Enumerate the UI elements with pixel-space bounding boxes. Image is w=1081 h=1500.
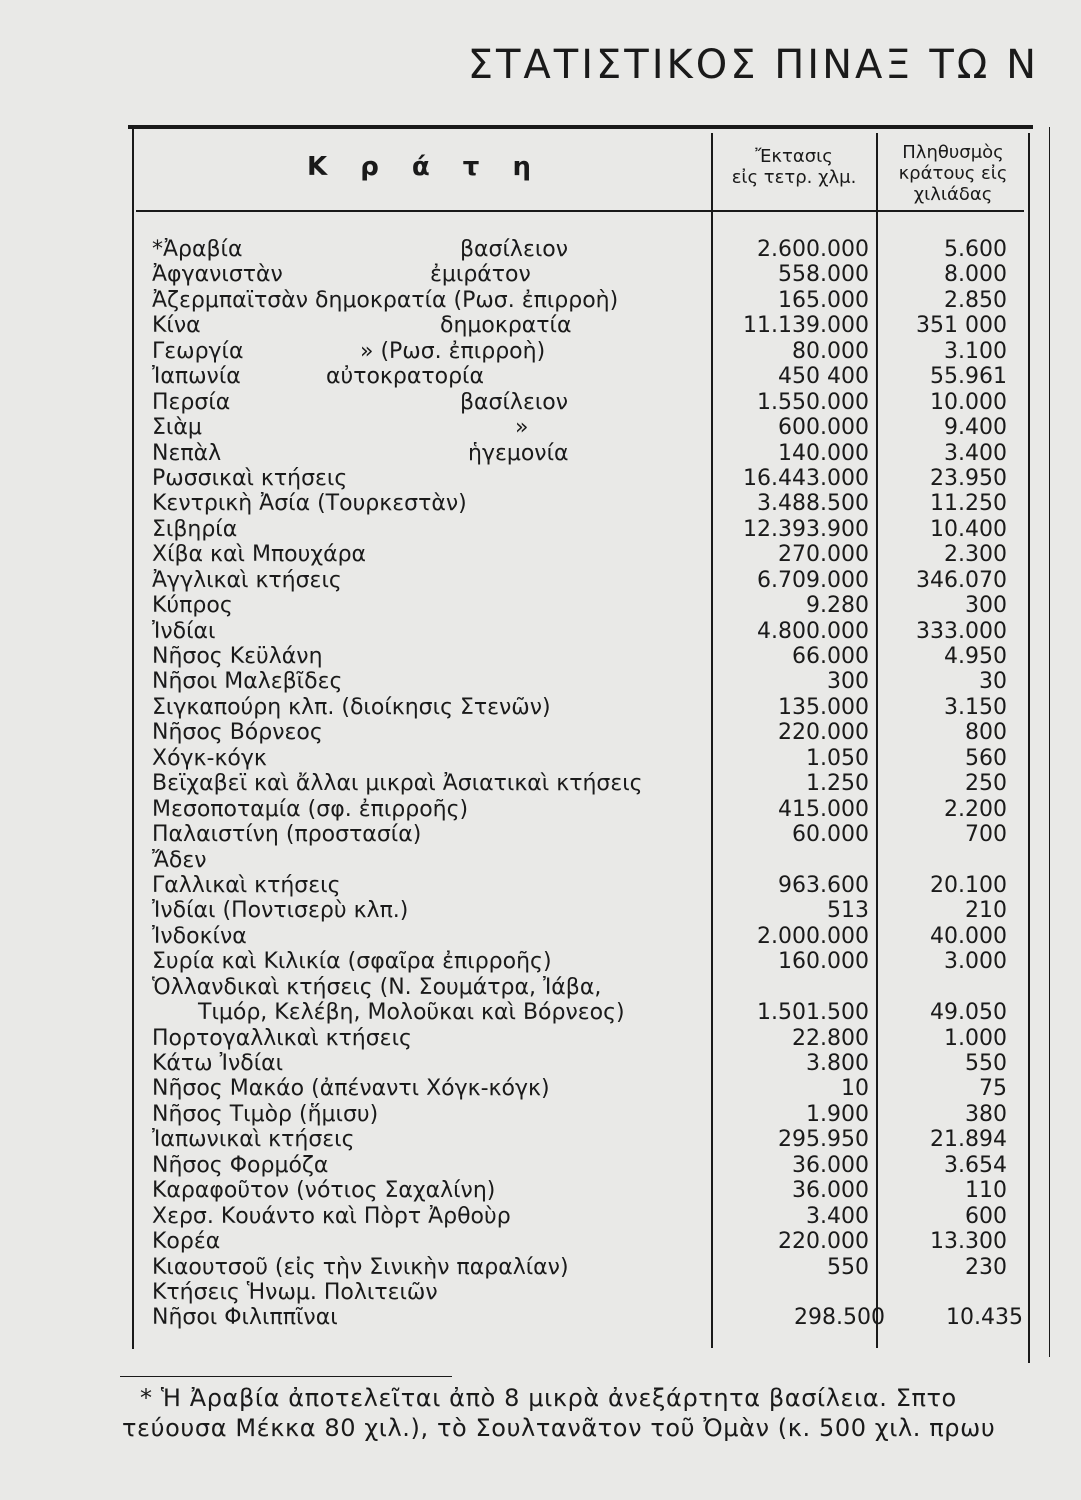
header-population-line: χιλιάδας [913,184,993,205]
table-row [0,593,1081,618]
state-name-line: Νῆσος Φορμόζα [152,1152,329,1178]
area-value: 1.900 [806,1101,869,1127]
state-name [152,1255,569,1280]
table-row [0,1026,1081,1051]
state-name [152,1178,495,1203]
state-name [152,1076,550,1101]
state-name [152,975,625,1025]
area-value: 550 [827,1254,869,1280]
population-value: 250 [965,771,1007,797]
area-value: 140.000 [778,440,869,466]
state-name [152,949,552,974]
table-row [0,822,1081,847]
table-row [0,1280,1081,1305]
state-name-line: Σιὰμ [152,415,202,441]
table-row [0,949,1081,974]
state-name [152,771,643,796]
table-row [0,924,1081,949]
table-row [0,262,1081,287]
table-row [0,1051,1081,1076]
area-value: 3.488.500 [757,491,869,517]
state-name-line: Ἀζερμπαϊτσὰν δημοκρατία (Ρωσ. ἐπιρροὴ) [152,287,619,313]
population-value: 333.000 [916,618,1007,644]
table-row [0,288,1081,313]
footnote-rule [120,1376,452,1377]
population-value: 5.600 [944,237,1007,262]
state-name-line: Περσία [152,389,231,415]
state-name [152,568,342,593]
population-value: 8.000 [944,262,1007,288]
state-name [152,644,323,669]
government-type: ἐμιράτον [430,262,531,288]
state-name-line: Χίβα καὶ Μπουχάρα [152,542,367,568]
state-name [152,797,468,822]
area-value: 6.709.000 [757,567,869,593]
table-row [0,1127,1081,1152]
table-row [0,619,1081,644]
state-name-line: Νῆσοι Μαλεβῖδες [152,669,343,695]
area-value: 80.000 [792,338,869,364]
state-name [152,1204,511,1229]
population-value: 20.100 [930,872,1007,898]
population-value: 1.000 [944,1025,1007,1051]
state-name-line: Πορτογαλλικαὶ κτήσεις [152,1025,412,1051]
state-name [152,669,342,694]
area-value: 1.501.500 [757,999,869,1025]
state-name-line: Νῆσοι Φιλιππῖναι [152,1305,338,1331]
area-value: 1.250 [806,771,869,797]
population-value: 49.050 [930,999,1007,1025]
table-row [0,669,1081,694]
population-value: 4.950 [944,644,1007,669]
population-value: 75 [979,1076,1007,1102]
area-value: 1.050 [806,745,869,771]
state-name-line: Κεντρικὴ Ἀσία (Τουρκεστὰν) [152,491,467,517]
header-bottom-rule [136,210,1024,212]
header-population [878,142,1028,205]
state-name [152,262,283,287]
government-type: βασίλειον [460,237,569,262]
state-name [152,924,247,949]
population-value: 3.150 [944,694,1007,720]
state-name [152,390,230,415]
state-name-line: Τιμόρ, Κελέβη, Μολοῦκαι καὶ Βόρνεος) [198,999,625,1025]
state-name [152,517,237,542]
population-value: 351 000 [916,313,1007,339]
state-name-line: Κτήσεις Ἡνωμ. Πολιτειῶν [152,1279,438,1305]
state-name-line: Μεσοποταμία (σφ. ἐπιρροῆς) [152,796,469,822]
population-value: 3.000 [944,949,1007,975]
population-value: 9.400 [944,415,1007,441]
population-value: 40.000 [930,923,1007,949]
table-row [0,517,1081,542]
population-value: 3.654 [944,1152,1007,1178]
state-name-line: Παλαιστίνη (προστασία) [152,822,422,848]
state-name-line: Κιαουτσοῦ (εἰς τὴν Σινικὴν παραλίαν) [152,1254,569,1280]
population-value: 550 [965,1051,1007,1077]
population-value: 21.894 [930,1127,1007,1153]
state-name-line: Χερσ. Κουάντο καὶ Πὸρτ Ἀρθοὺρ [152,1203,511,1229]
population-value: 300 [965,593,1007,619]
area-value: 12.393.900 [743,516,869,542]
state-name [152,441,221,466]
area-value: 160.000 [778,949,869,975]
population-value: 380 [965,1101,1007,1127]
area-value: 16.443.000 [743,465,869,491]
table-row [0,1076,1081,1101]
area-value: 513 [827,898,869,924]
table-row [0,1229,1081,1254]
state-name-line: Νῆσος Βόρνεος [152,720,323,746]
footnote-line: τεύουσα Μέκκα 80 χιλ.), τὸ Σουλτανᾶτον τοῦ Ὀμὰν (κ. 500 χιλ. πρωυ [122,1414,996,1442]
page-title: ΣΤΑΤΙΣΤΙΚΟΣ ΠΙΝΑΞ ΤΩ Ν [467,42,1039,88]
state-name-line: Ἰαπωνία [152,364,241,390]
population-value: 55.961 [930,364,1007,390]
table-row [0,237,1081,262]
government-type: δημοκρατία [440,313,572,339]
state-name [152,1305,338,1330]
area-value: 60.000 [792,822,869,848]
area-value: 220.000 [778,720,869,746]
state-name-line: Ἀγγλικαὶ κτήσεις [152,567,342,593]
population-value: 2.850 [944,287,1007,313]
population-value: 10.000 [930,389,1007,415]
state-name-line: Κίνα [152,313,201,339]
state-name [152,542,366,567]
table-row [0,313,1081,338]
header-area-line: Ἔκτασις [755,146,833,167]
state-name-line: *Ἀραβία [152,237,243,262]
population-value: 2.300 [944,542,1007,568]
state-name [152,466,347,491]
table-row [0,873,1081,898]
state-name-line: Ἰνδίαι [152,618,216,644]
state-name-line: Χόγκ-κόγκ [152,745,267,771]
table-row [0,771,1081,796]
state-name-line: Γεωργία [152,338,244,364]
state-name [152,873,341,898]
population-value: 800 [965,720,1007,746]
state-name [152,1127,355,1152]
population-value: 23.950 [930,465,1007,491]
footnote-line: * Ἡ Ἀραβία ἀποτελεῖται ἀπὸ 8 μικρὰ ἀνεξάρτητα βασίλεια. Σπτο [140,1384,957,1412]
state-name-line: Νῆσος Κεϋλάνη [152,644,323,669]
state-name [152,898,408,923]
state-name [152,1026,412,1051]
state-name-line: Ἰνδοκίνα [152,923,247,949]
table-row [0,491,1081,516]
population-value: 210 [965,898,1007,924]
state-name [152,848,207,873]
area-value: 450 400 [778,364,869,390]
table-row [0,339,1081,364]
area-value: 270.000 [778,542,869,568]
state-name-line: Κύπρος [152,593,233,619]
area-value: 36.000 [792,1152,869,1178]
population-value: 30 [979,669,1007,695]
table-row [0,797,1081,822]
population-value: 346.070 [916,567,1007,593]
table-row [0,466,1081,491]
state-name [152,619,216,644]
area-value: 2.000.000 [757,923,869,949]
state-name [152,1229,220,1254]
state-name-line: Νεπὰλ [152,440,222,466]
table-row [0,695,1081,720]
state-name [152,415,202,440]
area-value: 36.000 [792,1178,869,1204]
government-type: » (Ρωσ. ἐπιρροὴ) [360,338,546,364]
area-value: 220.000 [778,1229,869,1255]
table-row [0,364,1081,389]
state-name [152,1051,283,1076]
population-value: 10.435 [946,1305,1023,1331]
table-row [0,1255,1081,1280]
area-value: 300 [827,669,869,695]
table-row [0,1102,1081,1127]
state-name-line: Σιγκαπούρη κλπ. (διοίκησις Στενῶν) [152,694,551,720]
population-value: 600 [965,1203,1007,1229]
table-row [0,568,1081,593]
area-value: 3.800 [806,1051,869,1077]
population-value: 560 [965,745,1007,771]
table-row [0,1204,1081,1229]
state-name [152,593,233,618]
header-area-line: εἰς τετρ. χλμ. [731,167,857,188]
state-name [152,1102,378,1127]
state-name-line: Ρωσσικαὶ κτήσεις [152,465,348,491]
table-row [0,1153,1081,1178]
table-row [0,975,1081,1026]
state-name [152,313,201,338]
state-name-line: Ἄδεν [152,847,207,873]
area-value: 4.800.000 [757,618,869,644]
state-name [152,288,618,313]
states-table-body [0,237,1081,1331]
state-name [152,339,244,364]
state-name [152,720,323,745]
header-population-line: Πληθυσμὸς [902,142,1004,163]
population-value: 10.400 [930,516,1007,542]
state-name-line: Καραφοῦτον (νότιος Σαχαλίνη) [152,1178,496,1204]
table-row [0,542,1081,567]
population-value: 230 [965,1254,1007,1280]
government-type: » [515,415,529,441]
state-name [152,746,267,771]
table-row [0,1305,1081,1330]
population-value: 3.100 [944,338,1007,364]
area-value: 415.000 [778,796,869,822]
state-name-line: Ὁλλανδικαὶ κτήσεις (Ν. Σουμάτρα, Ἰάβα, [152,974,602,1000]
table-row [0,441,1081,466]
header-states: Κ ρ ά τ η [307,152,543,182]
population-value: 2.200 [944,796,1007,822]
government-type: αὐτοκρατορία [326,364,484,390]
population-value: 13.300 [930,1229,1007,1255]
table-row [0,1178,1081,1203]
area-value: 165.000 [778,287,869,313]
state-name-line: Κάτω Ἰνδίαι [152,1051,284,1077]
area-value: 22.800 [792,1025,869,1051]
table-row [0,746,1081,771]
state-name-line: Κορέα [152,1229,221,1255]
table-row [0,415,1081,440]
area-value: 66.000 [792,644,869,669]
state-name [152,1153,328,1178]
area-value: 2.600.000 [757,237,869,262]
state-name-line: Γαλλικαὶ κτήσεις [152,872,341,898]
state-name-line: Ἰαπωνικαὶ κτήσεις [152,1127,355,1153]
table-top-rule [128,125,1033,129]
state-name [152,822,421,847]
area-value: 558.000 [778,262,869,288]
population-value: 3.400 [944,440,1007,466]
table-row [0,390,1081,415]
area-value: 135.000 [778,694,869,720]
table-row [0,644,1081,669]
table-row [0,720,1081,745]
state-name [152,695,551,720]
state-name-line: Ἀφγανιστὰν [152,262,283,288]
area-value: 3.400 [806,1203,869,1229]
area-value: 295.950 [778,1127,869,1153]
state-name-line: Νῆσος Τιμὸρ (ἥμισυ) [152,1101,379,1127]
area-value: 1.550.000 [757,389,869,415]
state-name-line: Ἰνδίαι (Ποντισερὺ κλπ.) [152,898,409,924]
government-type: βασίλειον [460,389,569,415]
area-value: 298.500 [794,1305,885,1331]
state-name [152,237,243,262]
population-value: 110 [965,1178,1007,1204]
area-value: 9.280 [806,593,869,619]
table-row [0,848,1081,873]
state-name-line: Βεϊχαβεϊ καὶ ἄλλαι μικραὶ Ἀσιατικαὶ κτήσεις [152,771,643,797]
area-value: 963.600 [778,872,869,898]
area-value: 11.139.000 [743,313,869,339]
population-value: 700 [965,822,1007,848]
state-name-line: Σιβηρία [152,516,238,542]
header-area [712,146,876,188]
government-type: ἡγεμονία [468,440,569,466]
area-value: 10 [841,1076,869,1102]
state-name [152,364,241,389]
header-population-line: κράτους εἰς [898,163,1008,184]
population-value: 11.250 [930,491,1007,517]
table-row [0,898,1081,923]
state-name [152,491,467,516]
state-name [152,1280,438,1305]
state-name-line: Νῆσος Μακάο (ἀπέναντι Χόγκ-κόγκ) [152,1076,550,1102]
area-value: 600.000 [778,415,869,441]
state-name-line: Συρία καὶ Κιλικία (σφαῖρα ἐπιρροῆς) [152,949,552,975]
